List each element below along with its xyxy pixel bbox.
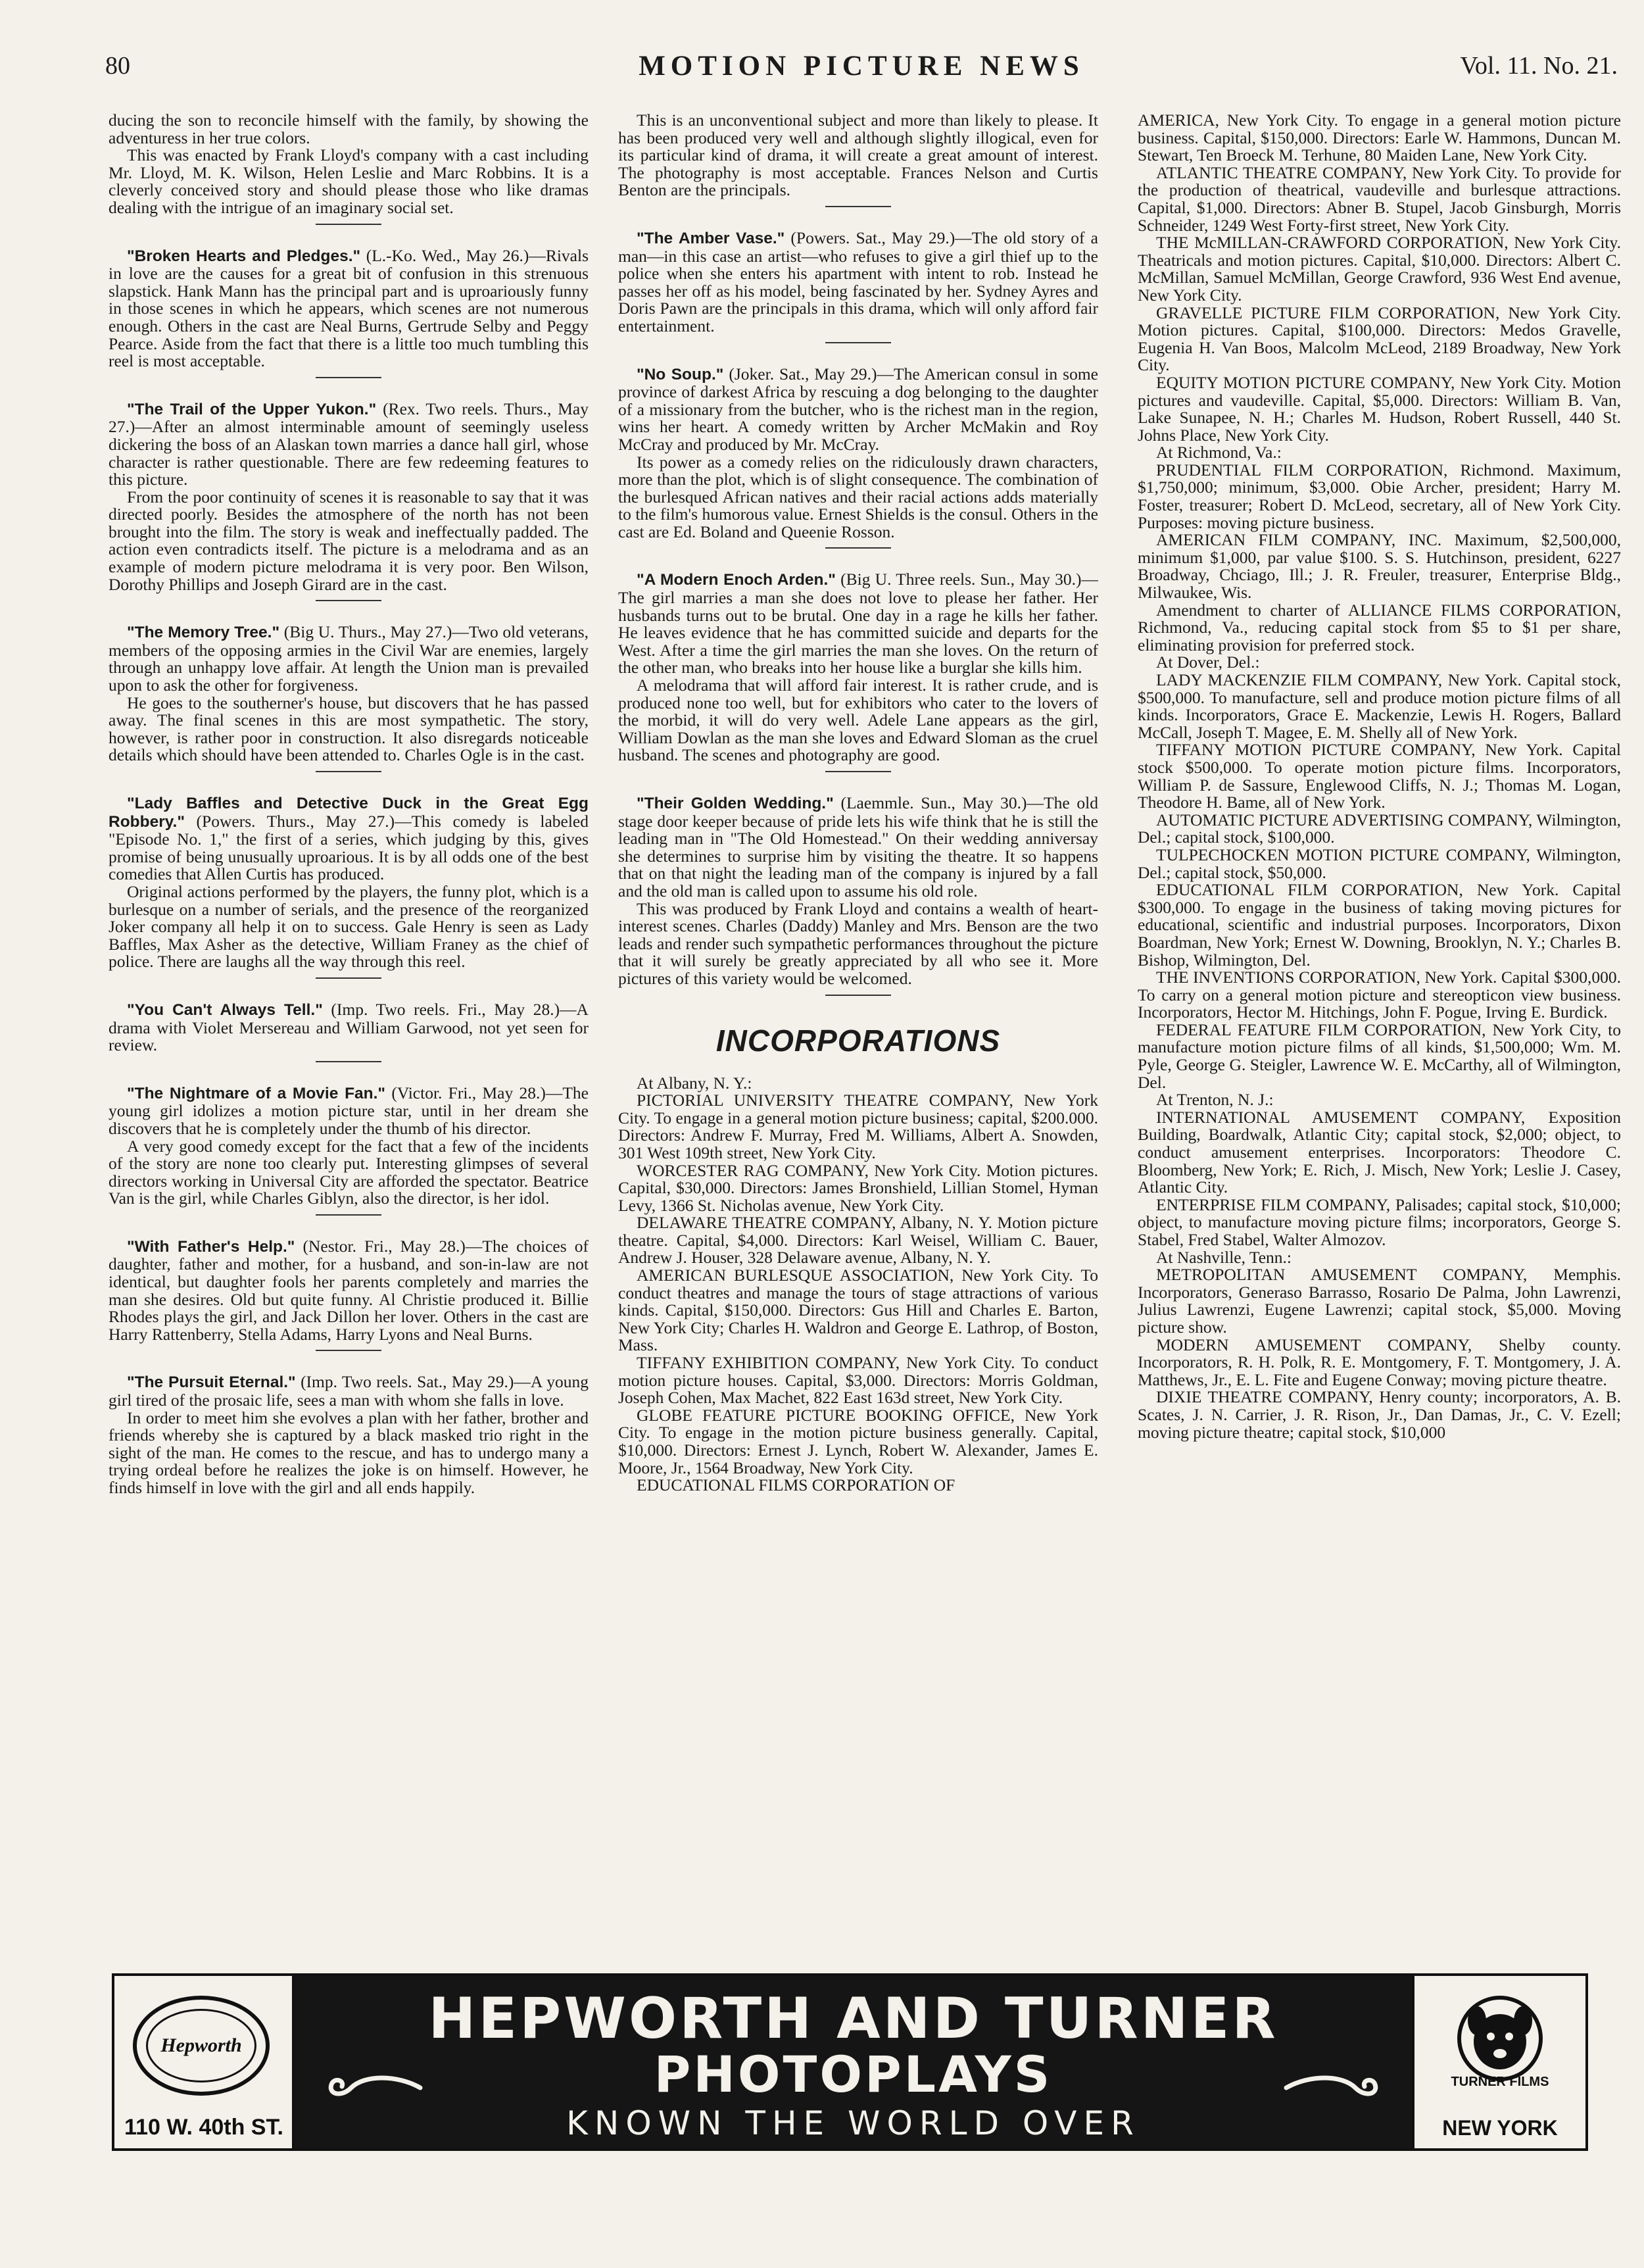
review-title: "Broken Hearts and Pledges." — [127, 247, 361, 265]
incorporation-entry: PRUDENTIAL FILM CORPORATION, Richmond. Maximum, $1,750,000; minimum, $3,000. Obie Archer, president; Harry M. Foster, treasurer; Robert D. McLeod, secretary, all of New York City. Purposes: moving picture business. — [1138, 460, 1621, 532]
review-title: "With Father's Help." — [127, 1237, 295, 1256]
turner-logo-text: TURNER FILMS — [1451, 2075, 1549, 2089]
incorporation-entry: TULPECHOCKEN MOTION PICTURE COMPANY, Wilmington, Del.; capital stock, $50,000. — [1138, 845, 1621, 882]
divider — [825, 206, 891, 207]
incorporation-location: At Trenton, N. J.: — [1156, 1090, 1274, 1110]
incorporation-entry: DIXIE THEATRE COMPANY, Henry county; incorporators, A. B. Scates, J. N. Carrier, J. R. Rison, Jr., Dan Damas, Jr., C. V. Ezell; moving picture theatre; capital stock, $10,000 — [1138, 1387, 1621, 1442]
ad-tagline: KNOWN THE WORLD OVER — [566, 2104, 1140, 2142]
incorporation-entry: GLOBE FEATURE PICTURE BOOKING OFFICE, New York City. To engage in the motion picture business generally. Capital, $10,000. Directors: Ernest J. Lynch, Robert W. Alexander, James E. Moore, Jr., 1564 Broadway, New York City. — [618, 1405, 1098, 1477]
advertisement-banner — [112, 1973, 1588, 2151]
review-text: (L.-Ko. Wed., May 26.)—Rivals in love are the causes for a great bit of confusion in this strenuous slapstick. Hank Mann has the principal part and is uproariously funny in those scenes in which he appears, which scenes are not numerous enough. Others in the cast are Neal Burns, Gertrude Selby and Peggy Pearce. Aside from the fact that there is a little too much tumbling this reel is most acceptable. — [109, 245, 589, 371]
review-title: "Lady Baffles and Detective Duck in the Great Egg Robbery." — [109, 795, 589, 831]
incorporation-location: At Dover, Del.: — [1156, 653, 1260, 672]
incorporation-location: At Nashville, Tenn.: — [1156, 1247, 1292, 1267]
divider — [825, 995, 891, 996]
review-text: (Imp. Two reels. Sat., May 29.)—A young girl tired of the prosaic life, sees a man with whom she falls in love. — [109, 1372, 589, 1410]
incorporation-entry: AMERICA, New York City. To engage in a general motion picture business. Capital, $150,000. Directors: Earle W. Hammons, Duncan M. Stewart, Ten Broeck M. Terhune, 80 Maiden Lane, New York City. — [1138, 112, 1621, 165]
review-title: "The Pursuit Eternal." — [127, 1373, 296, 1392]
volume-number: Vol. 11. No. 21. — [1460, 52, 1618, 80]
review-text: (Victor. Fri., May 28.)—The young girl idolizes a motion picture star, until in her dream she discovers that he is completely under the thumb of his director. — [109, 1083, 589, 1138]
column-2 — [618, 112, 1098, 1973]
review-text: (Powers. Thurs., May 27.)—This comedy is labeled "Episode No. 1," the first of a series, which judging by this, gives promise of being unusually uproarious. It is by all odds one of the best comedies that Allen Curtis has produced. — [109, 811, 589, 884]
review-text: (Imp. Two reels. Fri., May 28.)—A drama with Violet Mersereau and William Garwood, not yet seen for review. — [109, 999, 589, 1055]
paragraph: This was produced by Frank Lloyd and contains a wealth of heart-interest scenes. Charles (Daddy) Manley and Mrs. Benson are the two leads and render such sympathetic performances throughout the picture that it will surely be greatly appreciated by all who see it. More pictures of this variety would be welcomed. — [618, 899, 1098, 988]
incorporation-entry: DELAWARE THEATRE COMPANY, Albany, N. Y. Motion picture theatre. Capital, $4,000. Directors: Karl Weisel, William C. Bauer, Andrew J. Houser, 328 Delaware avenue, Albany, N. Y. — [618, 1213, 1098, 1268]
paragraph: ducing the son to reconcile himself with the family, by showing the adventuress in her true colors. — [109, 112, 589, 147]
review-paragraph — [618, 230, 1098, 335]
incorporation-location: At Richmond, Va.: — [1156, 443, 1282, 462]
incorporation-entry: ENTERPRISE FILM COMPANY, Palisades; capital stock, $10,000; object, to manufacture moving picture films; incorporators, George S. Stabel, Fred Stabel, Walter Almozov. — [1138, 1195, 1621, 1249]
review-title: "The Trail of the Upper Yukon." — [127, 400, 377, 418]
review-paragraph — [109, 1373, 589, 1409]
incorporation-entry: INTERNATIONAL AMUSEMENT COMPANY, Exposition Building, Boardwalk, Atlantic City; capital stock, $2,000; object, to conduct amusement enterprises. Incorporators: Theodore C. Bloomberg, New York; E. Rich, J. Misch, New York; Leslie J. Casey, Atlantic City. — [1138, 1107, 1621, 1197]
incorporation-entry: THE McMILLAN-CRAWFORD CORPORATION, New York City. Theatricals and motion pictures. Capital, $10,000. Directors: Albert C. McMillan, Samuel McMillan, George Crawford, 936 West End avenue, New York City. — [1138, 233, 1621, 305]
scroll-ornament-icon — [1283, 2068, 1382, 2108]
paragraph: This was enacted by Frank Lloyd's company with a cast including Mr. Lloyd, M. K. Wilson, Helen Leslie and Marc Robbins. It is a cleverly conceived story and should please those who like dramas dealing with the intrigue of an imaginary social set. — [109, 145, 589, 217]
review-paragraph — [109, 1001, 589, 1054]
ad-address: 110 W. 40th ST. — [124, 2115, 283, 2140]
paragraph: This is an unconventional subject and more than likely to please. It has been produced very well and although slightly illogical, even for its particular kind of drama, it will create a great amount of interest. The photography is most acceptable. Frances Nelson and Curtis Benton are the principals. — [618, 112, 1098, 200]
review-text: (Joker. Sat., May 29.)—The American consul in some province of darkest Africa by rescuing a dog belonging to the daughter of a missionary from the butcher, who is the richest man in the region, wins her heart. A comedy written by Archer McMakin and Roy McCray and produced by Mr. McCray. — [618, 364, 1098, 454]
incorporation-entry: AMERICAN BURLESQUE ASSOCIATION, New York City. To conduct theatres and manage the tours of stage attractions of various kinds. Capital, $150,000. Directors: Gus Hill and Charles E. Barton, New York City; Charles H. Waldron and George E. Lathrop, of Boston, Mass. — [618, 1266, 1098, 1355]
incorporation-entry: EDUCATIONAL FILMS CORPORATION OF — [637, 1475, 955, 1495]
paragraph: In order to meet him she evolves a plan with her father, brother and friends whereby she is captured by a black masked trio right in the sight of the man. He comes to the rescue, and has to undergo many a trying ordeal before he realizes the joke is on himself. However, he finds himself in love with the girl and all ends happily. — [109, 1408, 589, 1497]
paragraph: A melodrama that will afford fair interest. It is rather crude, and is produced none too well, but for exhibitors who cater to the lovers of the morbid, it will do very well. Adele Lane appears as the girl, William Dowlan as the man she loves and Edward Sloman as the cruel husband. The scenes and photography are good. — [618, 676, 1098, 765]
incorporation-entry: ATLANTIC THEATRE COMPANY, New York City. To provide for the production of theatrical, vaudeville and burlesque attractions. Capital, $1,000. Directors: Abner B. Stupel, Jacob Ginsburgh, Morris Schneider, 1249 West Forty-first street, New York City. — [1138, 162, 1621, 235]
incorporation-entry: TIFFANY MOTION PICTURE COMPANY, New York. Capital stock $500,000. To operate motion picture films. Incorporators, William P. de Sassure, Englewood Cliffs, N. J.; Thomas M. Logan, Theodore H. Bame, all of New York. — [1138, 740, 1621, 812]
review-title: "The Memory Tree." — [127, 624, 280, 642]
incorporation-entry: FEDERAL FEATURE FILM CORPORATION, New York City, to manufacture motion picture films of all kinds, $1,500,000; Wm. M. Pyle, George G. Steigler, Lawrence W. E. McCarthy, all of Wilmington, Del. — [1138, 1020, 1621, 1092]
review-text: (Nestor. Fri., May 28.)—The choices of daughter, father and mother, for a husband, and son-in-law are not identical, but daughter fools her parents completely and marries the man she desires. Old but quite funny. Al Christie produced it. Billie Rhodes plays the girl, and Jack Dillon her lover. Others in the cast are Harry Rattenberry, Stella Adams, Harry Lyons and Neal Burns. — [109, 1236, 589, 1344]
review-text: (Laemmle. Sun., May 30.)—The old stage door keeper because of pride lets his wife think that he is still the leading man in "The Old Homestead." On their wedding anniversay she determines to surprise him by visiting the theatre. It so happens that on that night the leading man of the company is injured by a fall and the old man is called upon to assume his old role. — [618, 793, 1098, 900]
incorporation-entry: LADY MACKENZIE FILM COMPANY, New York. Capital stock, $500,000. To manufacture, sell and produce motion picture films of all kinds. Incorporators, Grace E. Mackenzie, Lewis H. Rogers, Ballard McCall, Joseph T. Magee, E. M. Shelly all of New York. — [1138, 670, 1621, 742]
paragraph: He goes to the southerner's house, but discovers that he has passed away. The final scenes in this are most sympathetic. The story, however, is rather poor in construction. It also disregards noticeable details which should have been attended to. Charles Ogle is in the cast. — [109, 693, 589, 765]
incorporation-entry: MODERN AMUSEMENT COMPANY, Shelby county. Incorporators, R. H. Polk, R. E. Montgomery, F. T. Montgomery, J. A. Matthews, Jr., E. L. Fite and Eugene Conway; moving picture theatre. — [1138, 1335, 1621, 1389]
divider — [825, 547, 891, 549]
page-number: 80 — [105, 52, 130, 80]
review-paragraph — [109, 1238, 589, 1344]
review-title: "You Can't Always Tell." — [127, 1000, 323, 1019]
incorporation-entry: METROPOLITAN AMUSEMENT COMPANY, Memphis. Incorporators, Generaso Barrasso, Rosario De Palma, John Lawrenzi, Julius Lawrenzi, Eugene Lawrenzi; capital stock, $5,000. Moving picture show. — [1138, 1265, 1621, 1337]
paragraph: Its power as a comedy relies on the ridiculously drawn characters, more than the plot, which is of slight consequence. The combination of the burlesqued African natives and their racial actions adds materially to the film's humorous value. Ernest Shields is the consul. Others in the cast are Ed. Boland and Queenie Rosson. — [618, 452, 1098, 541]
review-paragraph — [618, 366, 1098, 454]
review-paragraph — [109, 1085, 589, 1138]
column-3 — [1138, 112, 1621, 1973]
divider — [316, 977, 381, 979]
review-paragraph — [109, 795, 589, 883]
hepworth-logo-text: Hepworth — [146, 2009, 256, 2083]
incorporation-entry: EDUCATIONAL FILM CORPORATION, New York. Capital $300,000. To engage in the business of taking moving pictures for educational, scientific and industrial purposes. Incorporators, Dixon Boardman, New York; Ernest W. Downing, Brooklyn, N. Y.; Charles B. Bishop, Wilmington, Del. — [1138, 880, 1621, 970]
review-title: "Their Golden Wedding." — [637, 795, 834, 812]
ad-city: NEW YORK — [1442, 2116, 1558, 2140]
review-title: "The Amber Vase." — [637, 229, 785, 247]
hepworth-logo-icon — [133, 1996, 270, 2096]
incorporation-entry: EQUITY MOTION PICTURE COMPANY, New York City. Motion pictures and vaudeville. Capital, $5,000. Directors: William B. Van, Lake Sunapee, N. H.; Charles M. Hudson, Robert Russell, 440 St. Johns Place, New York City. — [1138, 372, 1621, 445]
ad-subtitle: PHOTOPLAYS — [654, 2045, 1053, 2104]
review-title: "No Soup." — [637, 365, 724, 383]
review-paragraph — [618, 795, 1098, 900]
paragraph: From the poor continuity of scenes it is reasonable to say that it was directed poorly. Besides the atmosphere of the north has not been brought into the film. The story is weak and ineffectually padded. The action even contradicts itself. The picture is a melodrama and as an example of modern picture melodrama it is very poor. Ben Wilson, Dorothy Phillips and Joseph Girard are in the cast. — [109, 487, 589, 594]
divider — [316, 377, 381, 378]
divider — [316, 771, 381, 772]
ad-right-panel — [1412, 1976, 1585, 2148]
review-text: (Powers. Sat., May 29.)—The old story of a man—in this case an artist—who refuses to give a girl thief up to the police when she enters his apartment with intent to rob. Instead he passes her off as his model, being fascinated by her. Sydney Ayres and Doris Pawn are the principals in this drama, which will only afford fair entertainment. — [618, 228, 1098, 335]
divider — [825, 771, 891, 772]
incorporation-entry: PICTORIAL UNIVERSITY THEATRE COMPANY, New York City. To engage in a general motion picture business; capital, $200.000. Directors: Andrew F. Murray, Fred M. Williams, Albert A. Snowden, 301 West 109th street, New York City. — [618, 1091, 1098, 1162]
review-text: (Big U. Thurs., May 27.)—Two old veterans, members of the opposing armies in the Civil War are enemies, largely through an unhappy love affair. At length the Union man is prevailed upon to ask the other for forgiveness. — [109, 622, 589, 695]
ad-title: HEPWORTH AND TURNER — [428, 1986, 1278, 2052]
divider — [316, 1350, 381, 1351]
review-paragraph — [109, 401, 589, 489]
divider — [825, 342, 891, 343]
review-text: (Big U. Three reels. Sun., May 30.)—The girl marries a man she does not love to please her father. Her husbands turns out to be brutal. One day in a rage he kills her father. He leaves evidence that he has committed suicide and departs for the West. After a time the girl marries the man she loves. On the return of the other man, who breaks into her house like a burglar she kills him. — [618, 570, 1098, 678]
review-title: "The Nightmare of a Movie Fan." — [127, 1084, 386, 1102]
review-paragraph — [109, 624, 589, 694]
divider — [316, 1214, 381, 1216]
divider — [316, 600, 381, 601]
review-paragraph — [618, 571, 1098, 677]
column-1 — [109, 112, 589, 1973]
page-header — [105, 47, 1618, 87]
section-heading-incorporations: INCORPORATIONS — [715, 1023, 1001, 1058]
review-title: "A Modern Enoch Arden." — [637, 571, 836, 589]
paragraph: A very good comedy except for the fact that a few of the incidents of the story are none too clearly put. Interesting glimpses of several directors working in Universal City are afforded the spectator. Beatrice Van is the girl, while Charles Giblyn, also the director, is her idol. — [109, 1136, 589, 1208]
review-paragraph — [109, 247, 589, 370]
review-text: (Rex. Two reels. Thurs., May 27.)—After an almost interminable amount of seemingly useless dickering the boss of an Alaskan town marries a dance hall girl, whose character is rather questionable. There are few redeeming features to this picture. — [109, 399, 589, 489]
incorporation-entry: GRAVELLE PICTURE FILM CORPORATION, New York City. Motion pictures. Capital, $100,000. Directors: Medos Gravelle, Eugenia H. Van Boos, Malcolm McLeod, 2189 Broadway, New York City. — [1138, 303, 1621, 375]
incorporation-entry: AMERICAN FILM COMPANY, INC. Maximum, $2,500,000, minimum $1,000, par value $100. S. S. Hutchinson, president, 6227 Broadway, Chciago, Ill.; J. R. Freuler, treasurer, Enterprise Bldg., Milwaukee, Wis. — [1138, 530, 1621, 603]
incorporation-entry: AUTOMATIC PICTURE ADVERTISING COMPANY, Wilmington, Del.; capital stock, $100,000. — [1138, 810, 1621, 847]
divider — [316, 224, 381, 225]
paragraph: Original actions performed by the players, the funny plot, which is a burlesque on a number of serials, and the presence of the reorganized Joker company all help it on to success. Gale Henry is seen as Lady Baffles, Max Asher as the detective, William Franey as the chief of police. There are laughs all the way through this reel. — [109, 881, 589, 972]
incorporation-entry: At Albany, N. Y.: — [637, 1073, 752, 1093]
incorporation-entry: TIFFANY EXHIBITION COMPANY, New York City. To conduct motion picture houses. Capital, $3,000. Directors: Morris Goldman, Joseph Cohen, Max Machet, 822 East 163d street, New York City. — [618, 1353, 1098, 1408]
publication-title: MOTION PICTURE NEWS — [639, 51, 1084, 82]
scroll-ornament-icon — [325, 2068, 423, 2108]
incorporation-entry: Amendment to charter of ALLIANCE FILMS CORPORATION, Richmond, Va., reducing capital stock from $5 to $1 per share, eliminating provision for preferred stock. — [1138, 600, 1621, 654]
incorporation-entry: WORCESTER RAG COMPANY, New York City. Motion pictures. Capital, $30,000. Directors: James Bronshield, Lillian Stomel, Hyman Levy, 1366 St. Nicholas avenue, New York City. — [618, 1160, 1098, 1215]
incorporation-entry: THE INVENTIONS CORPORATION, New York. Capital $300,000. To carry on a general motion picture and stereopticon view business. Incorporators, Hector M. Hitchings, John F. Pogue, Irving E. Burdick. — [1138, 968, 1621, 1022]
ad-left-panel — [114, 1976, 295, 2148]
divider — [316, 1061, 381, 1062]
